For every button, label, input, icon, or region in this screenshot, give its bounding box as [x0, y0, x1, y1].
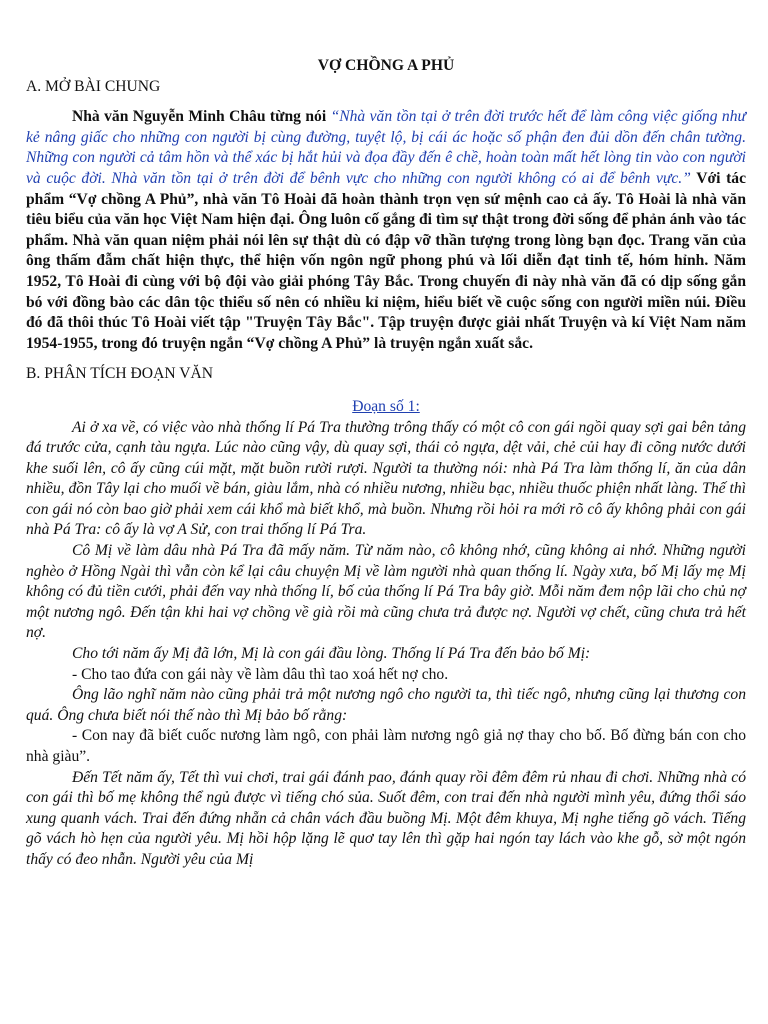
- intro-lead: Nhà văn Nguyễn Minh Châu từng nói: [72, 108, 331, 126]
- passage-dialog: - Con nay đã biết cuốc nương làm ngô, con phải làm nương ngô giả nợ thay cho bố. Bố đừng bán con cho nhà giàu”.: [26, 727, 746, 765]
- section-a-heading: A. MỞ BÀI CHUNG: [26, 77, 161, 95]
- passage-paragraph: Ai ở xa về, có việc vào nhà thống lí Pá Tra thường trông thấy có một cô con gái ngồi quay sợi gai bên tảng đá trước cửa, cạnh tàu ngựa. Lúc nào cũng vậy, dù quay sợi, thái cỏ ngựa, dệt vải, chẻ củi hay đi cõng nước dưới khe suối lên, cô ấy cũng cúi mặt, mặt buồn rười rượi. Người ta thường nói: nhà Pá Tra làm thống lí, ăn của dân nhiều, đồn Tây lại cho muối về bán, giàu lắm, nhà có nhiều nương, nhiều bạc, nhiều thuốc phiện nhất làng. Thế thì con gái nó còn bao giờ phải xem cái khổ mà biết khổ, mà buồn. Nhưng rồi hỏi ra mới rõ cô ấy không phải con gái nhà Pá Tra: cô ấy là vợ A Sử, con trai thống lí Pá Tra.: [26, 418, 746, 539]
- passage-paragraph: Đến Tết năm ấy, Tết thì vui chơi, trai gái đánh pao, đánh quay rồi đêm đêm rủ nhau đi chơi. Những nhà có con gái thì bố mẹ không thể ngủ được vì tiếng chó sủa. Suốt đêm, con trai đến nhà người mình yêu, đứng thổi sáo xung quanh vách. Trai đến đứng nhẵn cả chân vách đầu buồng Mị. Một đêm khuya, Mị nghe tiếng gõ vách. Tiếng gõ vách hò hẹn của người yêu. Mị hồi hộp lặng lẽ quơ tay lên thì gặp hai ngón tay lách vào khe gỗ, sờ một ngón thấy có đeo nhẫn. Người yêu của Mị: [26, 768, 746, 868]
- passage-paragraph: Cô Mị về làm dâu nhà Pá Tra đã mấy năm. Từ năm nào, cô không nhớ, cũng không ai nhớ. Những người nghèo ở Hồng Ngài thì vẫn còn kể lại câu chuyện Mị về làm người nhà quan thống lí. Ngày xưa, bố Mị lấy mẹ Mị không có đủ tiền cưới, phải đến vay nhà thống lí, bố của thống lí Pá Tra bây giờ. Mỗi năm đem nộp lãi cho chủ nợ một nương ngô. Đến tận khi hai vợ chồng về già rồi mà cũng chưa trả được nợ. Người vợ chết, cũng chưa trả hết nợ.: [26, 542, 746, 642]
- passage-paragraph: Ông lão nghĩ năm nào cũng phải trả một nương ngô cho người ta, thì tiếc ngô, nhưng cũng lại thương con quá. Ông chưa biết nói thế nào thì Mị bảo bố rằng:: [26, 686, 746, 724]
- section-b-heading: B. PHÂN TÍCH ĐOẠN VĂN: [26, 365, 213, 383]
- intro-paragraph: [26, 107, 746, 354]
- passage-dialog: - Cho tao đứa con gái này về làm dâu thì tao xoá hết nợ cho.: [72, 665, 449, 683]
- passage-paragraph: Cho tới năm ấy Mị đã lớn, Mị là con gái đầu lòng. Thống lí Pá Tra đến bảo bố Mị:: [72, 645, 591, 663]
- intro-rest: Với tác phẩm “Vợ chồng A Phủ”, nhà văn Tô Hoài đã hoàn thành trọn vẹn sứ mệnh cao cả ấy. Tô Hoài là nhà văn tiêu biểu của văn học Việt Nam hiện đại. Ông luôn cố gắng đi tìm sự thật trong đời sống để phản ánh vào tác phẩm. Nhà văn quan niệm phải nói lên sự thật dù có đập vỡ thần tượng trong lòng bạn đọc. Trang văn của ông thấm đẫm chất hiện thực, thể hiện vốn ngôn ngữ phong phú và lối diễn đạt tinh tế, hóm hỉnh. Năm 1952, Tô Hoài đi cùng với bộ đội vào giải phóng Tây Bắc. Trong chuyến đi này nhà văn đã có dịp sống gắn bó với đồng bào các dân tộc thiểu số nên có nhiều kỉ niệm, hiểu biết về cuộc sống con người miền núi. Điều đó đã thôi thúc Tô Hoài viết tập "Truyện Tây Bắc". Tập truyện được giải nhất Truyện và kí Việt Nam năm 1954-1955, trong đó truyện ngắn “Vợ chồng A Phủ” là truyện ngắn xuất sắc.: [26, 169, 746, 352]
- passage-body: [26, 418, 746, 871]
- document-title: VỢ CHỒNG A PHỦ: [317, 57, 455, 74]
- passage-title: Đoạn số 1:: [352, 397, 420, 415]
- intro-quote: “Nhà văn tồn tại ở trên đời trước hết để làm công việc giống như kẻ nâng giấc cho những con người bị cùng đường, tuyệt lộ, bị cái ác hoặc số phận đen đủi dồn đến chân tường. Những con người cả tâm hồn và thể xác bị hắt hủi và đọa đầy đến ê chề, hoàn toàn mất hết lòng tin vào con người và cuộc đời. Nhà văn tồn tại ở trên đời để bênh vực cho những con người không có ai để bênh vực.”: [26, 108, 746, 187]
